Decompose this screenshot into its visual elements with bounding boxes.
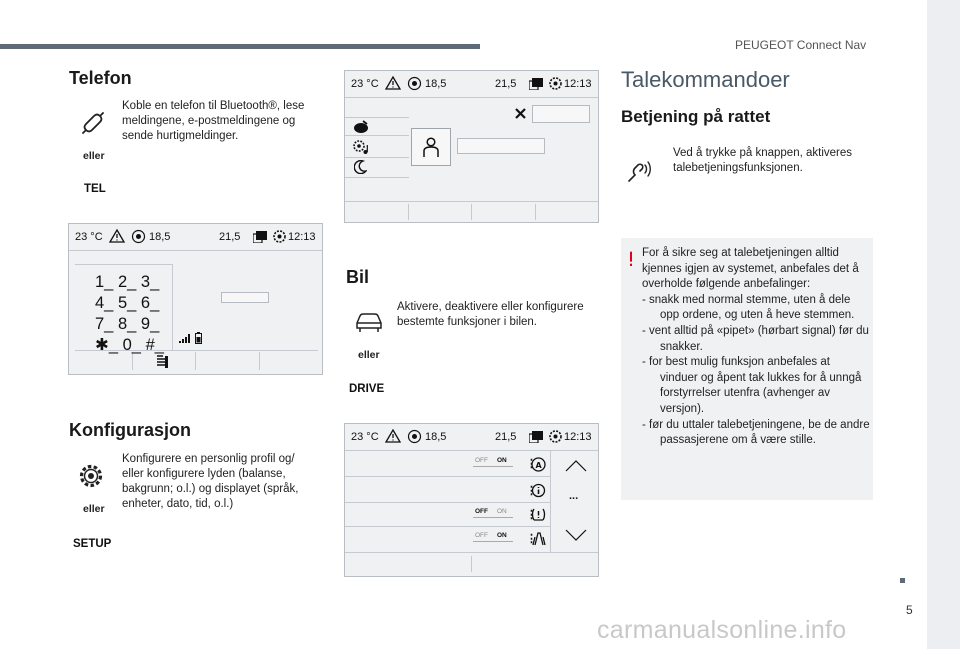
- chevron-up-icon[interactable]: [565, 460, 587, 472]
- telefon-description: Koble en telefon til Bluetooth®, lese meldingene, e-postmeldingene og sende hurtigmeldinger.: [122, 100, 305, 142]
- clock: 12:13: [564, 431, 592, 443]
- profile-field[interactable]: [532, 105, 590, 123]
- svg-text:A: A: [535, 461, 542, 470]
- key-5[interactable]: 5_: [117, 294, 137, 312]
- status-bar: [345, 71, 598, 98]
- toggle-off-label[interactable]: OFF: [475, 532, 488, 539]
- navigation-icon: [131, 229, 146, 244]
- key-2[interactable]: 2_: [117, 273, 137, 291]
- settings-icon: [548, 76, 563, 91]
- temperature: 23 °C: [75, 231, 103, 243]
- konfig-description: Konfigurere en personlig profil og/ eller konfigurere lyden (balanse, bakgrunn; o.l.) og displayet (språk, enheter, dato, tid, o.l.): [122, 453, 299, 510]
- voice-command-icon: [625, 155, 655, 183]
- toggle-on-label[interactable]: ON: [497, 457, 507, 464]
- value-right: 21,5: [495, 431, 517, 443]
- keypad[interactable]: [95, 272, 175, 356]
- note-bullet: - snakk med normal stemme, uten å dele opp ordene, og uten å heve stemmen.: [642, 293, 855, 322]
- navigation-icon: [407, 76, 422, 91]
- more-dots[interactable]: ⋮: [526, 509, 537, 521]
- tale-description: Ved å trykke på knappen, aktiveres talebetjeningsfunksjonen.: [673, 147, 852, 174]
- tyre-pressure-icon: [531, 507, 546, 522]
- section-title-bil: Bil: [346, 267, 370, 287]
- value-right: 21,5: [495, 78, 517, 90]
- or-label: eller: [83, 150, 105, 162]
- section-title-talekommandoer: Talekommandoer: [621, 67, 790, 92]
- profile-name-field[interactable]: [457, 138, 545, 154]
- chevron-down-icon[interactable]: [565, 529, 587, 541]
- car-icon: [354, 311, 384, 335]
- media-icon: [529, 431, 543, 443]
- clock: 12:13: [564, 78, 592, 90]
- konfig-code: SETUP: [73, 538, 112, 550]
- section-title-telefon: Telefon: [69, 68, 132, 88]
- note-bullet: - før du uttaler talebetjeningene, be de andre passasjerene om å være stille.: [642, 418, 870, 447]
- settings-icon: [272, 229, 287, 244]
- gear-icon: [78, 463, 104, 489]
- note-bullet: - for best mulig funksjon anbefales at vinduer og åpent tak lukkes for å unngå forstyrrelser utenfra (avhenger av versjon).: [642, 356, 862, 415]
- status-bar: [345, 424, 598, 451]
- key-star[interactable]: ✱_: [95, 336, 119, 354]
- value-left: 18,5: [425, 431, 447, 443]
- key-0[interactable]: 0_: [122, 336, 141, 354]
- toggle-on-label[interactable]: ON: [497, 508, 507, 515]
- clock: 12:13: [288, 231, 316, 243]
- top-rule: [0, 44, 480, 49]
- page-number: 5: [906, 603, 913, 617]
- note-intro: For å sikre seg at talebetjeningen alltid kjennes igjen av systemet, anbefales det å overholde følgende anbefalinger:: [642, 247, 859, 291]
- theme-icon[interactable]: [353, 120, 369, 133]
- temperature: 23 °C: [351, 78, 379, 90]
- section-subtitle: Betjening på rattet: [621, 107, 771, 126]
- toggle-track: [473, 541, 513, 542]
- contact-field[interactable]: [221, 292, 269, 303]
- or-label: eller: [358, 349, 380, 361]
- contacts-icon[interactable]: [156, 354, 168, 368]
- note-box: [621, 238, 873, 500]
- key-3[interactable]: 3_: [140, 273, 160, 291]
- value-left: 18,5: [425, 78, 447, 90]
- profile-tile[interactable]: [411, 128, 451, 166]
- settings-icon: [548, 429, 563, 444]
- warning-icon: [385, 76, 401, 90]
- toggle-off-label[interactable]: OFF: [475, 508, 488, 515]
- bil-description: Aktivere, deaktivere eller konfigurere bestemte funksjoner i bilen.: [397, 301, 584, 328]
- more-dots[interactable]: ⋮: [526, 533, 537, 545]
- vehicle-screen: [344, 423, 599, 577]
- phone-screen: [68, 223, 323, 375]
- note-text: [642, 246, 870, 449]
- page-side-band: [927, 0, 960, 649]
- value-left: 18,5: [149, 231, 171, 243]
- more-dots[interactable]: ⋮: [526, 458, 537, 470]
- setup-screen: [344, 70, 599, 223]
- key-7[interactable]: 7_: [95, 315, 114, 333]
- auto-function-icon: [531, 457, 546, 472]
- moon-icon[interactable]: [354, 160, 367, 174]
- media-icon: [253, 231, 267, 243]
- info-icon: [531, 483, 546, 498]
- telefon-code: TEL: [84, 183, 106, 195]
- status-bar: [69, 224, 322, 251]
- more-options[interactable]: ...: [569, 490, 579, 502]
- lane-assist-icon: [532, 531, 546, 546]
- signal-icon: [179, 333, 191, 343]
- toggle-off-label[interactable]: OFF: [475, 457, 488, 464]
- key-hash[interactable]: #_: [145, 336, 164, 354]
- more-dots[interactable]: ⋮: [526, 485, 537, 497]
- bil-code: DRIVE: [349, 383, 385, 395]
- watermark: carmanualsonline.info: [597, 616, 847, 644]
- section-title-konfigurasjon: Konfigurasjon: [69, 420, 191, 440]
- key-1[interactable]: 1_: [95, 273, 114, 291]
- warning-icon: [385, 429, 401, 443]
- toggle-track: [473, 517, 513, 518]
- key-8[interactable]: 8_: [117, 315, 137, 333]
- note-bullet: - vent alltid på «pipet» (hørbart signal) før du snakker.: [642, 324, 869, 353]
- close-icon[interactable]: [515, 108, 526, 119]
- value-right: 21,5: [219, 231, 241, 243]
- warning-mark-icon: [629, 249, 633, 269]
- page-marker: [900, 578, 905, 583]
- toggle-on-label[interactable]: ON: [497, 532, 507, 539]
- warning-icon: [109, 229, 125, 243]
- sound-settings-icon[interactable]: [353, 139, 369, 155]
- or-label: eller: [83, 503, 105, 515]
- battery-icon: [195, 332, 202, 344]
- key-9[interactable]: 9_: [140, 315, 160, 333]
- brand-header: PEUGEOT Connect Nav: [735, 38, 867, 52]
- profile-icon: [422, 137, 440, 157]
- temperature: 23 °C: [351, 431, 379, 443]
- phone-icon: [80, 110, 106, 136]
- media-icon: [529, 78, 543, 90]
- toggle-track: [473, 466, 513, 467]
- key-4[interactable]: 4_: [95, 294, 114, 312]
- key-6[interactable]: 6_: [140, 294, 160, 312]
- navigation-icon: [407, 429, 422, 444]
